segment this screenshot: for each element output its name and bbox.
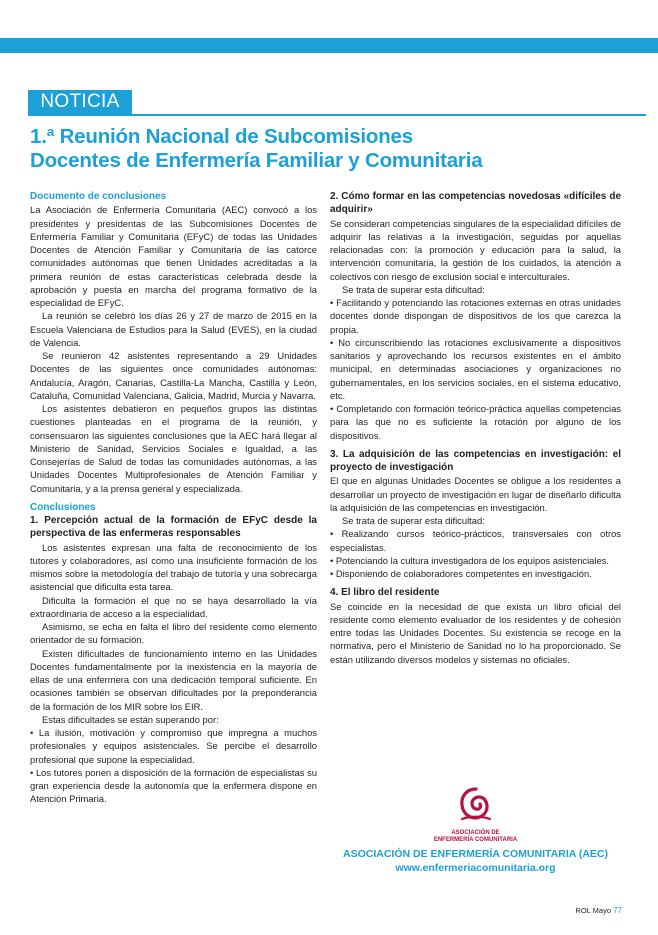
headline-line-2: Docentes de Enfermería Familiar y Comunitaria [30, 149, 483, 172]
aec-logo-icon [456, 785, 496, 825]
logo-caption-line-2: ENFERMERÍA COMUNITARIA [433, 837, 518, 843]
bullet-item: • Los tutores ponen a disposición de la formación de especialistas su gran experiencia desde la autonomía que la enfermera dispone en Atención Primaria. [30, 766, 317, 805]
left-column [30, 190, 317, 806]
paragraph: Los asistentes expresan una falta de reconocimiento de los tutores y colaboradores, así como una insuficiente formación de los mismos sobre la metodología del trabajo de tutoría y una sobrecarga asistencial que dificulta esta tarea. [30, 541, 317, 593]
paragraph: La Asociación de Enfermería Comunitaria (AEC) convocó a los presidentes y presidentas de las Subcomisiones Docentes de Enfermería Familiar y Comunitaria (EFyC) de todas las Unidades Docentes de Atención Familiar y Comunitaria de las catorce comunidades autónomas que tienen Unidades acreditadas a la primera reunión de estas características celebrada desde la aprobación y puesta en marcha del programa formativo de la especialidad de EFyC. [30, 204, 317, 308]
top-accent-bar [0, 38, 658, 53]
bullet-item: • La ilusión, motivación y compromiso que impregna a muchos profesionales y equipos asistenciales. Se percibe el desarrollo profesional que supone la especialidad. [30, 727, 317, 765]
paragraph: Dificulta la formación el que no se haya desarrollado la vía extraordinaria de acceso a la especialidad. [30, 594, 317, 619]
bullet-item: • Completando con formación teórico-práctica aquellas competencias para las que no es suficiente la rotación por alguno de los dispositivos. [330, 403, 621, 441]
bullet-item: • Potenciando la cultura investigadora de los equipos asistenciales. [330, 554, 609, 566]
paragraph: Existen dificultades de funcionamiento interno en las Unidades Docentes fundamentalmente por la inexistencia en la mayoría de ellas de una enfermera con una dedicación temporal suficiente. En ocasiones también se observan dificultades por la preponderancia de la formación de los MIR sobre los EIR. [30, 647, 317, 712]
section-rule [28, 90, 646, 116]
paragraph: Se trata de superar esta dificultad: [342, 515, 485, 526]
paragraph: Se consideran competencias singulares de la especialidad difíciles de adquirir las relativas a la investigación, seguidas por aquellas relacionadas con: la promoción y educación para la salud, la intervención comunitaria, la gestión de los cuidados, la atención a colectivos con riesgo de exclusión social e interculturales. [330, 217, 621, 282]
section-1-heading: 1. Percepción actual de la formación de EFyC desde la perspectiva de las enfermeras responsables [30, 515, 317, 540]
org-name: ASOCIACIÓN DE ENFERMERÍA COMUNITARIA (AEC) [342, 848, 609, 860]
paragraph: La reunión se celebró los días 26 y 27 de marzo de 2015 en la Escuela Valenciana de Estudios para la Salud (EVES), en la ciudad de Valencia. [30, 310, 317, 348]
bullet-item: • Realizando cursos teórico-prácticos, transversales con otros especialistas. [330, 528, 621, 553]
association-footer [330, 785, 621, 875]
section-label: NOTICIA [28, 90, 132, 114]
section-4-heading: 4. El libro del residente [330, 587, 440, 599]
paragraph: Se reunieron 42 asistentes representando a 29 Unidades Docentes de las siguientes once comunidades autónomas: Andalucía, Aragón, Canarias, Castilla-La Mancha, Castilla y León, Cataluña, Comunidad Valenciana, Galicia, Madrid, Murcia y Navarra. [30, 350, 317, 401]
section-2-heading: 2. Cómo formar en las competencias novedosas «difíciles de adquirir» [330, 191, 621, 216]
paragraph: Estas dificultades se están superando por: [42, 713, 219, 725]
paragraph: Los asistentes debatieron en pequeños grupos las distintas cuestiones planteadas en el programa de la reunión, y consensuaron las siguientes conclusiones que la AEC hará llegar al Ministerio de Sanidad, Servicios Sociales e Igualdad, a las Consejerías de Salud de todas las comunidades autónomas, a las Unidades Docentes Multiprofesionales de Atención Familiar y Comunitaria, y a la prensa general y especializada. [30, 403, 317, 494]
bullet-item: • Facilitando y potenciando las rotaciones externas en otras unidades docentes donde dispongan de dispositivos de los que carezca la propia. [330, 297, 621, 335]
paragraph: Asimismo, se echa en falta el libro del residente como elemento orientador de su formación. [30, 621, 317, 646]
page-number: 77 [613, 906, 622, 915]
headline-line-1: 1.ª Reunión Nacional de Subcomisiones [30, 125, 413, 148]
article-headline [30, 125, 630, 173]
paragraph: El que en algunas Unidades Docentes se obligue a los residentes a desarrollar un proyecto de investigación en lugar de diseñarlo dificulta la adquisición de las competencias en investigación. [330, 475, 621, 513]
section-3-heading: 3. La adquisición de las competencias en investigación: el proyecto de investigación [330, 448, 621, 473]
bullet-item: • No circunscribiendo las rotaciones exclusivamente a dispositivos sanitarios y aprovechando los recursos existentes en el ámbito municipal, en determinadas asociaciones y organizaciones no gubernamentales, en los servicios sociales, en el sistema educativo, etc. [330, 336, 621, 401]
bullet-item: • Disponiendo de colaboradores competentes en investigación. [330, 568, 592, 579]
paragraph: Se trata de superar esta dificultad: [342, 283, 485, 295]
logo-caption [330, 830, 621, 844]
logo-caption-line-1: ASOCIACIÓN DE [451, 830, 500, 836]
conclusiones-heading: Conclusiones [30, 501, 96, 513]
org-url-link[interactable]: www.enfermeriacomunitaria.org [395, 862, 556, 874]
documento-heading: Documento de conclusiones [30, 191, 167, 202]
page-footer [575, 906, 622, 915]
journal-name: ROL Mayo [575, 906, 611, 915]
paragraph: Se coincide en la necesidad de que exista un libro oficial del residente como elemento evaluador de los residentes y de cohesión entre todas las Unidades Docentes. Su existencia se recoge en la normativa, pero el Ministerio de Sanidad no lo ha proporcionado. Se están utilizando diversos modelos y sistemas no oficiales. [330, 600, 621, 665]
right-column [330, 190, 621, 666]
